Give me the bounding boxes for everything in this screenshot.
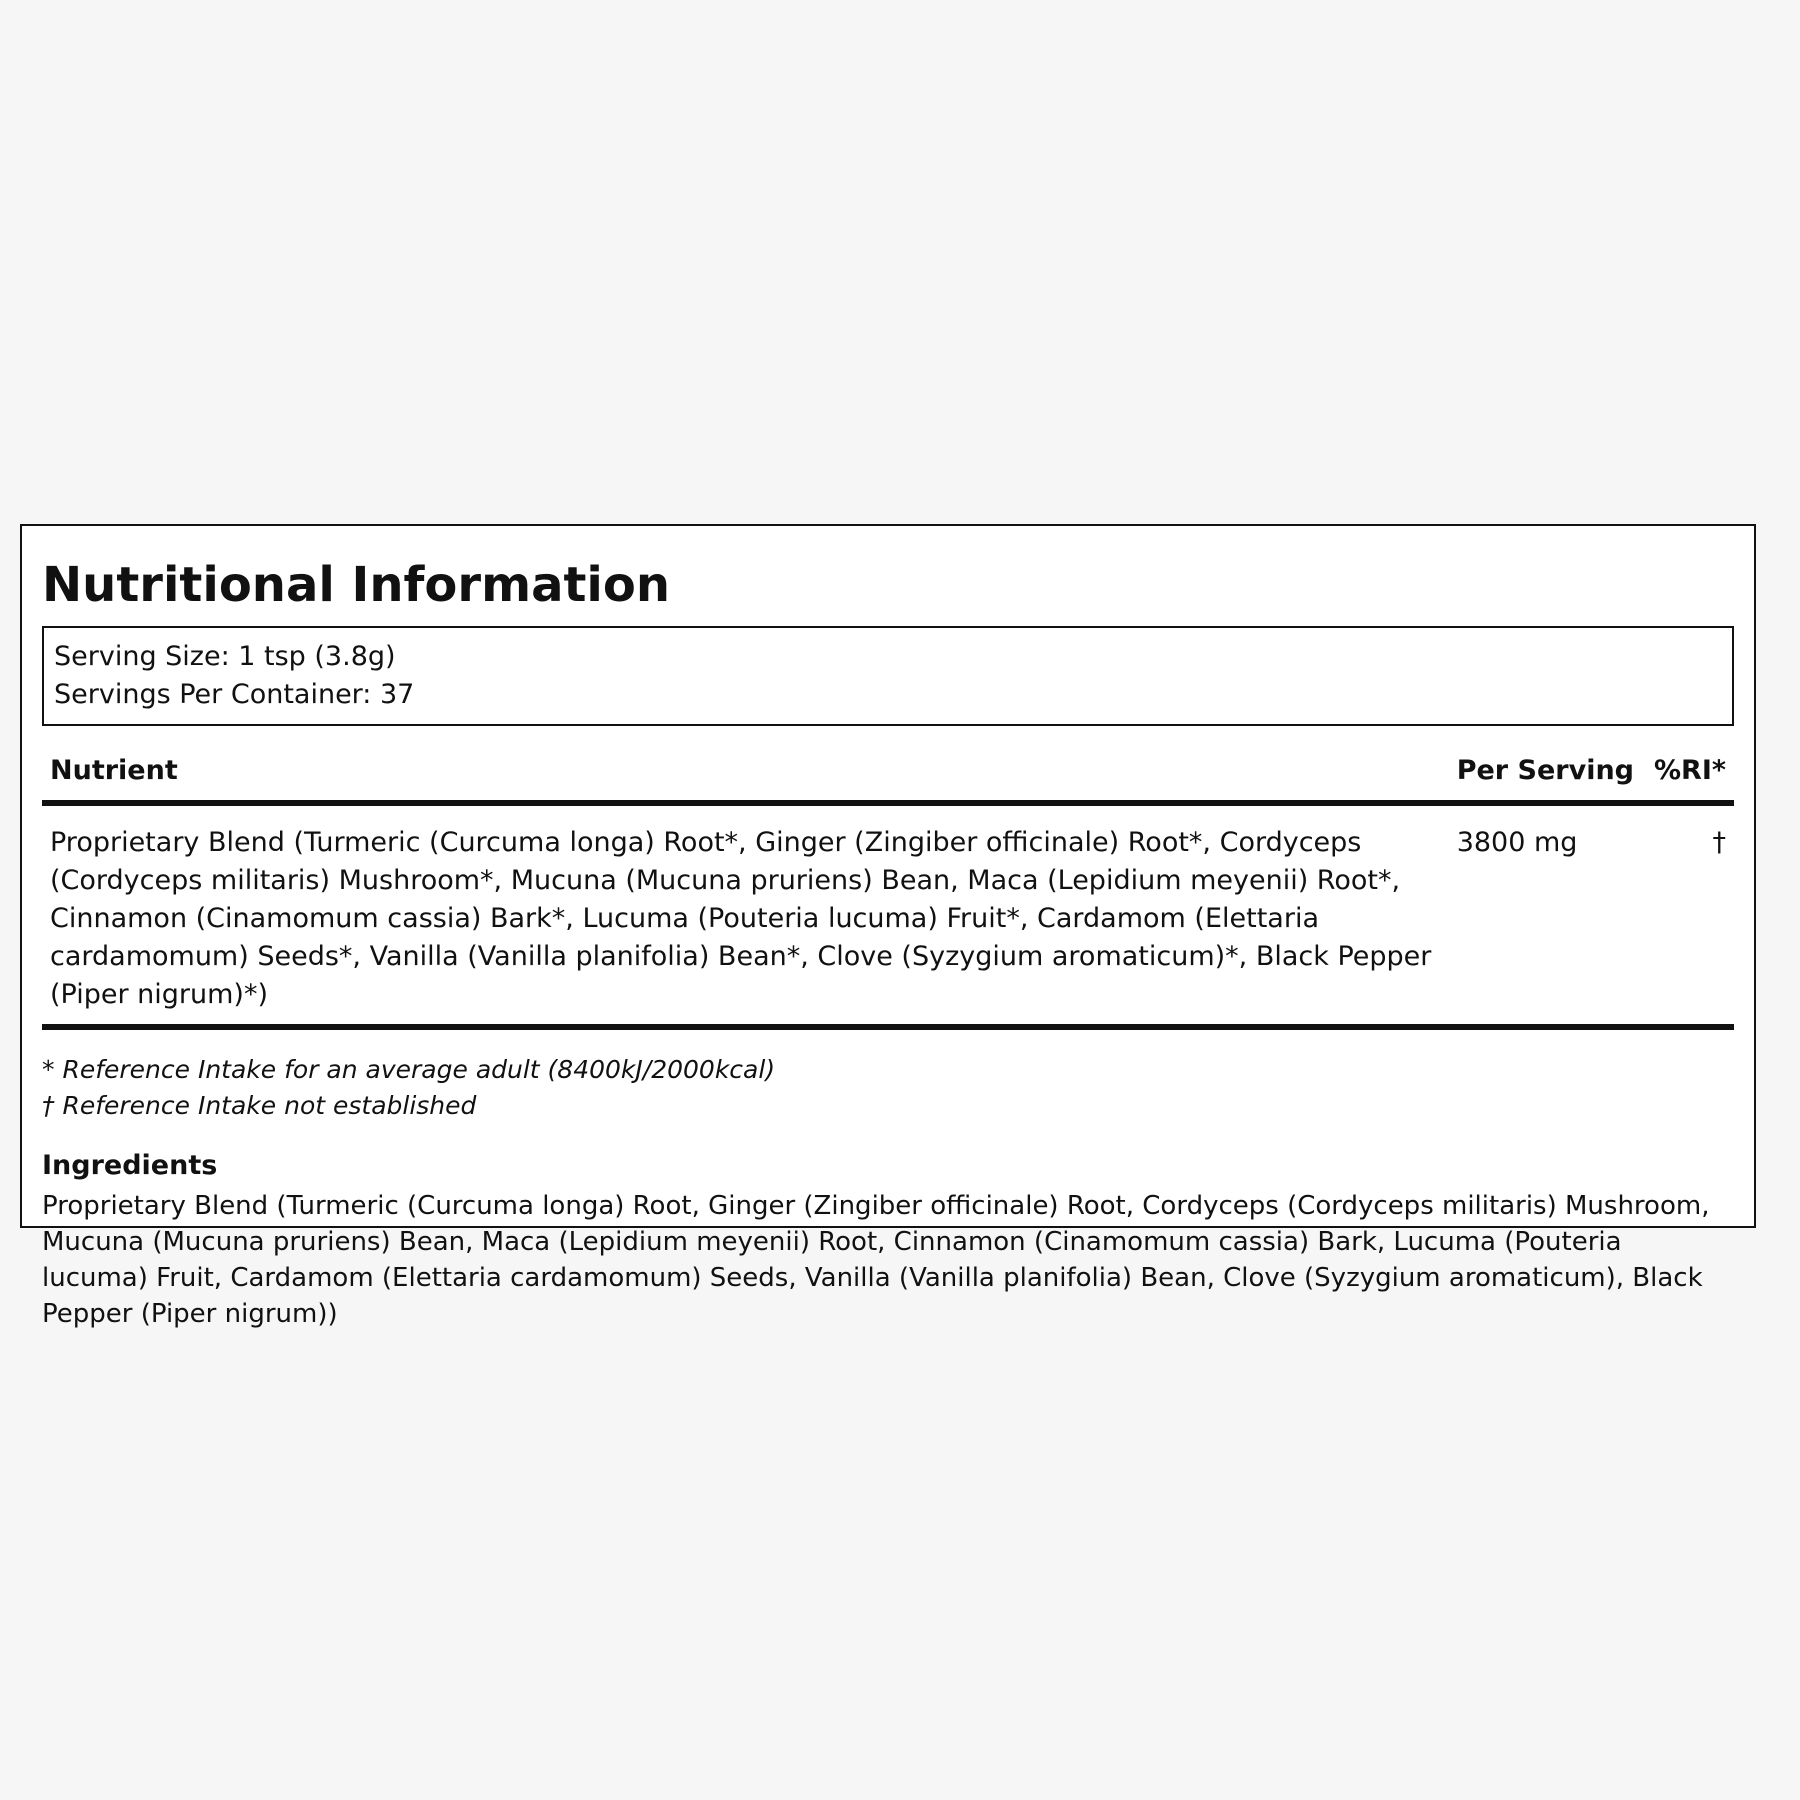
servings-per-container: Servings Per Container: 37: [54, 679, 415, 710]
nutrient-table: [42, 748, 1734, 1030]
column-header-ri: %RI*: [1642, 748, 1734, 803]
nutrient-table-header-row: [42, 748, 1734, 803]
serving-info-box: [42, 626, 1734, 726]
ingredients-heading: Ingredients: [42, 1150, 218, 1181]
nutrition-label-panel: [20, 524, 1756, 1329]
table-row: [42, 803, 1734, 1027]
nutrient-name: Proprietary Blend (Turmeric (Curcuma longa) Root*, Ginger (Zingiber officinale) Root*, Cordyceps (Cordyceps militaris) Mushroom*, Mucuna (Mucuna pruriens) Bean, Maca (Lepidium meyenii) Root*, Cinnamon (Cinamomum cassia) Bark*, Lucuma (Pouteria lucuma) Fruit*, Cardamom (Elettaria cardamomum) Seeds*, Vanilla (Vanilla planifolia) Bean*, Clove (Syzygium aromaticum)*, Black Pepper (Piper nigrum)*): [42, 803, 1449, 1027]
nutrient-ri: †: [1642, 803, 1734, 1027]
column-header-nutrient: Nutrient: [42, 748, 1449, 803]
column-header-per-serving: Per Serving: [1449, 748, 1642, 803]
footnote-not-established: † Reference Intake not established: [42, 1091, 477, 1120]
ingredients-text: Proprietary Blend (Turmeric (Curcuma longa) Root, Ginger (Zingiber officinale) Root, Cordyceps (Cordyceps militaris) Mushroom, Mucuna (Mucuna pruriens) Bean, Maca (Lepidium meyenii) Root, Cinnamon (Cinamomum cassia) Bark, Lucuma (Pouteria lucuma) Fruit, Cardamom (Elettaria cardamomum) Seeds, Vanilla (Vanilla planifolia) Bean, Clove (Syzygium aromaticum), Black Pepper (Piper nigrum)): [42, 1191, 1710, 1329]
footnotes: [42, 1052, 1734, 1124]
nutrient-amount: 3800 mg: [1449, 803, 1642, 1027]
serving-size: Serving Size: 1 tsp (3.8g): [54, 641, 396, 672]
label-title: Nutritional Information: [42, 557, 671, 613]
footnote-reference-intake: * Reference Intake for an average adult (8400kJ/2000kcal): [42, 1055, 776, 1084]
